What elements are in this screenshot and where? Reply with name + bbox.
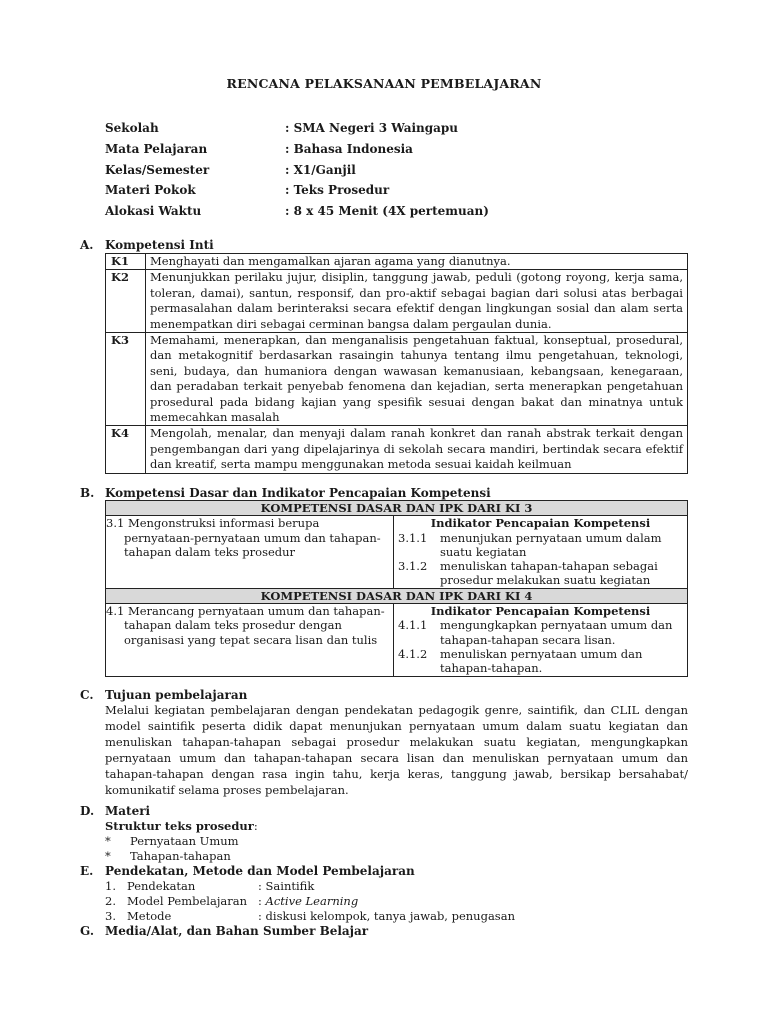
indikator-text: menuliskan tahapan-tahapan sebagai prosedur melakukan suatu kegiatan [440,559,658,588]
ki-description: Menghayati dan mengamalkan ajaran agama yang dianutnya. [146,254,688,270]
identity-value: : SMA Negeri 3 Waingapu [285,121,459,135]
indikator-item [398,559,683,588]
ki-description: Mengolah, menalar, dan menyaji dalam ranah konkret dan ranah abstrak terkait dengan pengembangan dari yang dipelajarinya di sekolah secara mandiri, bertindak secara efektif dan kreatif, serta mampu menggunakan metoda sesuai kaidah keilmuan [146,426,688,473]
indikator-text: menuliskan pernyataan umum dan tahapan-tahapan. [440,646,643,676]
indikator-item [398,647,683,676]
section-d-heading [80,804,150,818]
section-letter: B. [80,486,95,500]
indikator-cell [394,604,688,676]
ki-code: K2 [106,270,146,333]
kd-description: 4.1 Merancang pernyataan umum dan tahapan-tahapan dalam teks prosedur dengan organisasi yang tepat secara lisan dan tulis [106,604,394,676]
identity-label: Mata Pelajaran [105,142,208,156]
section-title: Materi [105,804,151,818]
kd-description: 3.1 Mengonstruksi informasi berupa pernyataan-pernyataan umum dan tahapan-tahapan dalam teks prosedur [106,516,394,588]
section-letter: A. [80,238,94,252]
materi-item-text: Tahapan-tahapan [130,849,231,863]
indikator-number: 3.1.2 [398,559,428,574]
section-letter: E. [80,864,94,878]
indikator-title: Indikator Pencapaian Kompetensi [430,516,651,531]
section-b-heading [80,486,491,500]
table-row [106,426,688,473]
indikator-number: 4.1.2 [398,646,428,661]
indikator-number: 3.1.1 [398,530,428,545]
ki-code: K1 [106,254,146,270]
list-item [105,834,239,848]
list-value: : [258,894,266,908]
indikator-number: 4.1.1 [398,618,428,633]
section-g-heading [80,924,368,938]
section-title: Pendekatan, Metode dan Model Pembelajaran [105,864,415,878]
section-letter: C. [80,688,94,702]
ki-description: Menunjukkan perilaku jujur, disiplin, tanggung jawab, peduli (gotong royong, kerja sama, toleran, damai), santun, responsif, dan pro-aktif sebagai bagian dari solusi atas berbagai permasalahan dalam berinteraksi secara efektif dengan lingkungan sosial dan alam serta menempatkan diri sebagai cerminan bangsa dalam pergaulan dunia. [146,270,688,333]
identity-value: : X1/Ganjil [285,163,356,177]
table-header-row [106,588,688,603]
table-row [106,604,688,676]
section-letter: D. [80,804,95,818]
indikator-title: Indikator Pencapaian Kompetensi [430,604,651,619]
list-item [105,894,358,908]
identity-label: Alokasi Waktu [105,204,202,218]
indikator-item [398,531,683,560]
list-label: Pendekatan [127,879,196,893]
table-row [106,254,688,270]
table-header-row [106,501,688,516]
list-label: Model Pembelajaran [127,894,248,908]
tujuan-paragraph: Melalui kegiatan pembelajaran dengan pendekatan pedagogik genre, saintifik, dan CLIL dengan model saintifik peserta didik dapat menunjukan pernyataan umum dalam suatu kegiatan dan menuliskan tahapan-tahapan sebagai prosedur melakukan suatu kegiatan, mengungkapkan pernyataan umum dan tahapan-tahapan secara lisan dan menuliskan pernyataan umum dan tahapan-tahapan dengan rasa ingin tahu, kerja keras, tanggung jawab, bersikap bersahabat/ komunikatif selama proses pembelajaran. [105,703,688,798]
list-label: Metode [127,909,172,923]
table-row [106,270,688,333]
identity-value: : Teks Prosedur [285,183,390,197]
section-letter: G. [80,924,94,938]
materi-item-text: Pernyataan Umum [130,834,239,848]
identity-value: : 8 x 45 Menit (4X pertemuan) [285,204,489,218]
bullet-icon: * [105,849,111,863]
identity-label: Kelas/Semester [105,163,210,177]
document-title: RENCANA PELAKSANAAN PEMBELAJARAN [226,76,542,91]
kompetensi-dasar-table [105,500,688,677]
section-title: Media/Alat, dan Bahan Sumber Belajar [105,924,369,938]
list-item [105,849,231,863]
list-item [105,879,314,893]
ki-description: Memahami, menerapkan, dan menganalisis pengetahuan faktual, konseptual, prosedural, dan metakognitif berdasarkan rasaingin tahunya tentang ilmu pengetahuan, teknologi, seni, budaya, dan humaniora dengan wawasan kemanusiaan, kebangsaan, kenegaraan, dan peradaban terkait penyebab fenomena dan kejadian, serta menerapkan pengetahuan prosedural pada bidang kajian yang spesifik sesuai dengan bakat dan minatnya untuk memecahkan masalah [146,333,688,426]
list-number: 1. [105,879,116,893]
ki-code: K4 [106,426,146,473]
identity-value: : Bahasa Indonesia [285,142,413,156]
indikator-cell [394,516,688,588]
bullet-icon: * [105,834,111,848]
section-e-heading [80,864,415,878]
list-number: 3. [105,909,116,923]
kd-block-header: KOMPETENSI DASAR DAN IPK DARI KI 4 [106,588,688,603]
list-value: : diskusi kelompok, tanya jawab, penugasan [258,909,515,923]
identity-label: Materi Pokok [105,183,196,197]
list-item [105,909,515,923]
identity-label: Sekolah [105,121,159,135]
materi-subtitle [105,819,258,833]
indikator-text: menunjukan pernyataan umum dalam suatu kegiatan [440,530,662,559]
section-title: Kompetensi Inti [105,238,214,252]
table-row [106,516,688,588]
materi-subtitle-colon: : [253,819,258,833]
indikator-text: mengungkapkan pernyataan umum dan tahapan-tahapan secara lisan. [440,618,673,647]
section-a-heading [80,238,214,252]
kompetensi-inti-table [105,253,688,474]
section-title: Tujuan pembelajaran [105,688,248,702]
indikator-item [398,618,683,647]
list-number: 2. [105,894,116,908]
list-value: : Saintifik [258,879,315,893]
ki-code: K3 [106,333,146,426]
materi-subtitle-text: Struktur teks prosedur [105,819,254,833]
list-value-italic: Active Learning [265,894,359,908]
section-title: Kompetensi Dasar dan Indikator Pencapaian Kompetensi [105,486,491,500]
table-row [106,333,688,426]
section-c-heading [80,688,247,702]
kd-block-header: KOMPETENSI DASAR DAN IPK DARI KI 3 [106,501,688,516]
